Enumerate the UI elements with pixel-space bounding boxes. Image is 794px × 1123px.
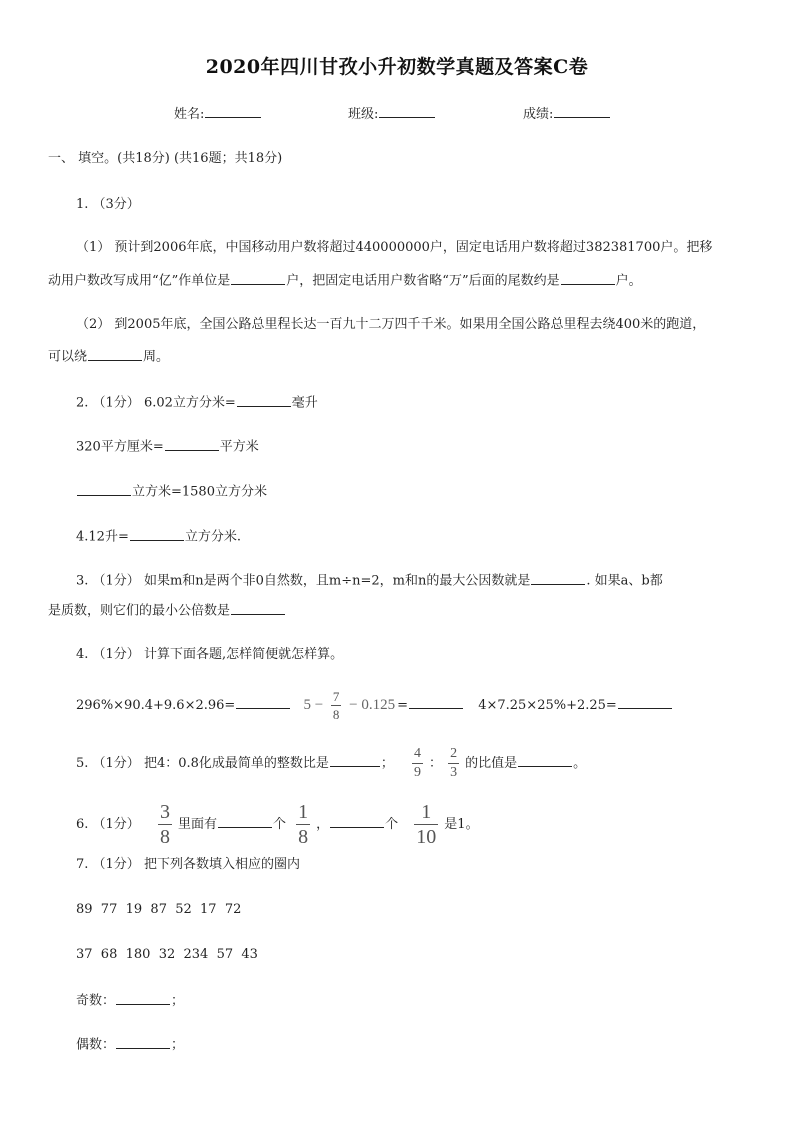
- name-blank[interactable]: [205, 103, 261, 118]
- q7-even-label: 偶数：: [76, 1037, 116, 1053]
- q3-text-b: . 如果a、b都: [586, 573, 663, 589]
- fraction-denominator: 9: [414, 765, 422, 780]
- q5-text-b: 的比值是: [465, 756, 518, 771]
- section-heading: 一、 填空。(共18分) (共16题；共18分): [48, 151, 283, 166]
- class-label: 班级:: [348, 107, 379, 122]
- q5-end: 。: [573, 756, 587, 771]
- q5-semicolon: ；: [380, 756, 394, 771]
- q1-text-c: 户。: [615, 273, 642, 289]
- q6-text-f: 是1。: [444, 817, 479, 832]
- q7-odd-line: [76, 990, 184, 1011]
- fraction-numerator: 2: [450, 746, 458, 761]
- q6-text-b: 里面有: [177, 817, 217, 832]
- q1-header: 1. （3分）: [76, 197, 140, 212]
- q2-answer-blank-1[interactable]: [237, 392, 291, 407]
- q3-text-c: 是质数，则它们的最小公倍数是: [48, 603, 231, 619]
- q4-expr-2-part-a: 5 −: [303, 696, 327, 713]
- q2-text-4b: 立方分米.: [184, 529, 241, 545]
- q2-answer-blank-2[interactable]: [165, 436, 219, 451]
- q4-expr-2-equals: =: [397, 698, 409, 713]
- q1-text-a: 动用户数改写成用“亿”作单位是: [48, 273, 231, 289]
- q6-line: [76, 802, 479, 847]
- page-title: 2020年四川甘孜小升初数学真题及答案C卷: [205, 56, 589, 78]
- fraction-denominator: 8: [159, 826, 170, 848]
- fraction-3-8: [158, 802, 172, 847]
- q1-answer-blank-1[interactable]: [231, 270, 285, 285]
- q5-line: [76, 747, 586, 781]
- fraction-numerator: 1: [421, 801, 432, 823]
- q6-text-d: ，: [316, 817, 330, 832]
- q4-header: 4. （1分） 计算下面各题,怎样简便就怎样算。: [76, 647, 344, 662]
- q2-line2: [76, 436, 259, 457]
- q4-expressions: [76, 690, 673, 721]
- q1-p2-text-b: 周。: [143, 349, 170, 365]
- q5-answer-blank-2[interactable]: [518, 752, 572, 767]
- fraction-denominator: 8: [332, 707, 340, 722]
- q3-line2: [48, 600, 286, 621]
- q5-answer-blank-1[interactable]: [330, 752, 380, 767]
- q4-expr-3: 4×7.25×25%+2.25=: [478, 698, 617, 713]
- q4-answer-blank-3[interactable]: [618, 694, 672, 709]
- q4-expr-1: 296%×90.4+9.6×2.96=: [76, 698, 236, 713]
- q7-header: 7. （1分） 把下列各数填入相应的圈内: [76, 857, 300, 872]
- q5-colon: ：: [429, 756, 443, 771]
- fraction-numerator: 3: [159, 801, 170, 823]
- score-field: [523, 103, 611, 122]
- fraction-denominator: 3: [450, 765, 458, 780]
- q1-part1-line2: [48, 270, 642, 291]
- score-blank[interactable]: [554, 103, 610, 118]
- q2-text-2b: 平方米: [219, 439, 259, 455]
- q1-text-b: 户，把固定电话用户数省略“万”后面的尾数约是: [286, 273, 560, 289]
- q1-part1-line1: （1） 预计到2006年底，中国移动用户数将超过440000000户，固定电话用户数将超过382381700户。把移: [76, 240, 713, 255]
- fraction-2-3: [448, 747, 459, 780]
- q2-line1: [76, 392, 318, 413]
- q7-even-line: [76, 1034, 184, 1055]
- q7-numbers-row-2: 37 68 180 32 234 57 43: [76, 947, 258, 962]
- q2-text-1b: 毫升: [291, 395, 318, 411]
- q6-text-c: 个: [272, 817, 286, 832]
- q2-line4: [76, 526, 241, 547]
- fraction-denominator: 8: [298, 826, 309, 848]
- q6-answer-blank-1[interactable]: [218, 813, 272, 828]
- fraction-numerator: 7: [332, 689, 340, 704]
- q7-odd-blank[interactable]: [116, 990, 170, 1005]
- q1-answer-blank-2[interactable]: [561, 270, 615, 285]
- q4-answer-blank-1[interactable]: [236, 694, 290, 709]
- q2-text-3b: 立方米=1580立方分米: [132, 484, 267, 500]
- q4-answer-blank-2[interactable]: [409, 694, 463, 709]
- q1-answer-blank-3[interactable]: [88, 346, 142, 361]
- q6-text-a: 6. （1分）: [76, 817, 140, 832]
- q5-text-a: 5. （1分） 把4：0.8化成最简单的整数比是: [76, 756, 329, 771]
- q7-odd-label: 奇数：: [76, 993, 116, 1009]
- name-field: [174, 103, 262, 122]
- q1-part2-line1: （2） 到2005年底，全国公路总里程长达一百九十二万四千千米。如果用全国公路总里程去绕400米的跑道，: [76, 317, 706, 332]
- q7-even-blank[interactable]: [116, 1034, 170, 1049]
- score-label: 成绩:: [523, 107, 554, 122]
- fraction-1-8: [296, 802, 310, 847]
- q2-answer-blank-4[interactable]: [130, 526, 184, 541]
- q1-p2-text-a: 可以绕: [48, 349, 88, 365]
- q3-answer-blank-1[interactable]: [531, 570, 585, 585]
- q7-numbers-row-1: 89 77 19 87 52 17 72: [76, 902, 242, 917]
- fraction-1-10: [414, 802, 438, 847]
- q1-part2-line2: [48, 346, 169, 367]
- q2-text-2a: 320平方厘米=: [76, 439, 164, 455]
- q3-line1: [76, 570, 663, 591]
- fraction-numerator: 1: [298, 801, 309, 823]
- q4-expr-2: [303, 690, 395, 721]
- fraction-denominator: 10: [416, 826, 437, 848]
- q4-expr-2-part-b: − 0.125: [345, 696, 396, 713]
- q3-text-a: 3. （1分） 如果m和n是两个非0自然数，且m÷n=2，m和n的最大公因数就是: [76, 573, 531, 589]
- class-blank[interactable]: [379, 103, 435, 118]
- q2-line3: [76, 481, 267, 502]
- q3-answer-blank-2[interactable]: [231, 600, 285, 615]
- q2-text-1a: 2. （1分） 6.02立方分米=: [76, 395, 236, 411]
- q6-text-e: 个: [385, 817, 399, 832]
- name-label: 姓名:: [174, 107, 205, 122]
- q2-answer-blank-3[interactable]: [77, 481, 131, 496]
- q7-even-end: ；: [171, 1037, 185, 1053]
- q7-odd-end: ；: [171, 993, 185, 1009]
- fraction-numerator: 4: [414, 746, 422, 761]
- fraction-7-8: [331, 690, 342, 721]
- q6-answer-blank-2[interactable]: [330, 813, 384, 828]
- fraction-4-9: [412, 747, 423, 780]
- class-field: [348, 103, 436, 122]
- q2-text-4a: 4.12升=: [76, 529, 129, 545]
